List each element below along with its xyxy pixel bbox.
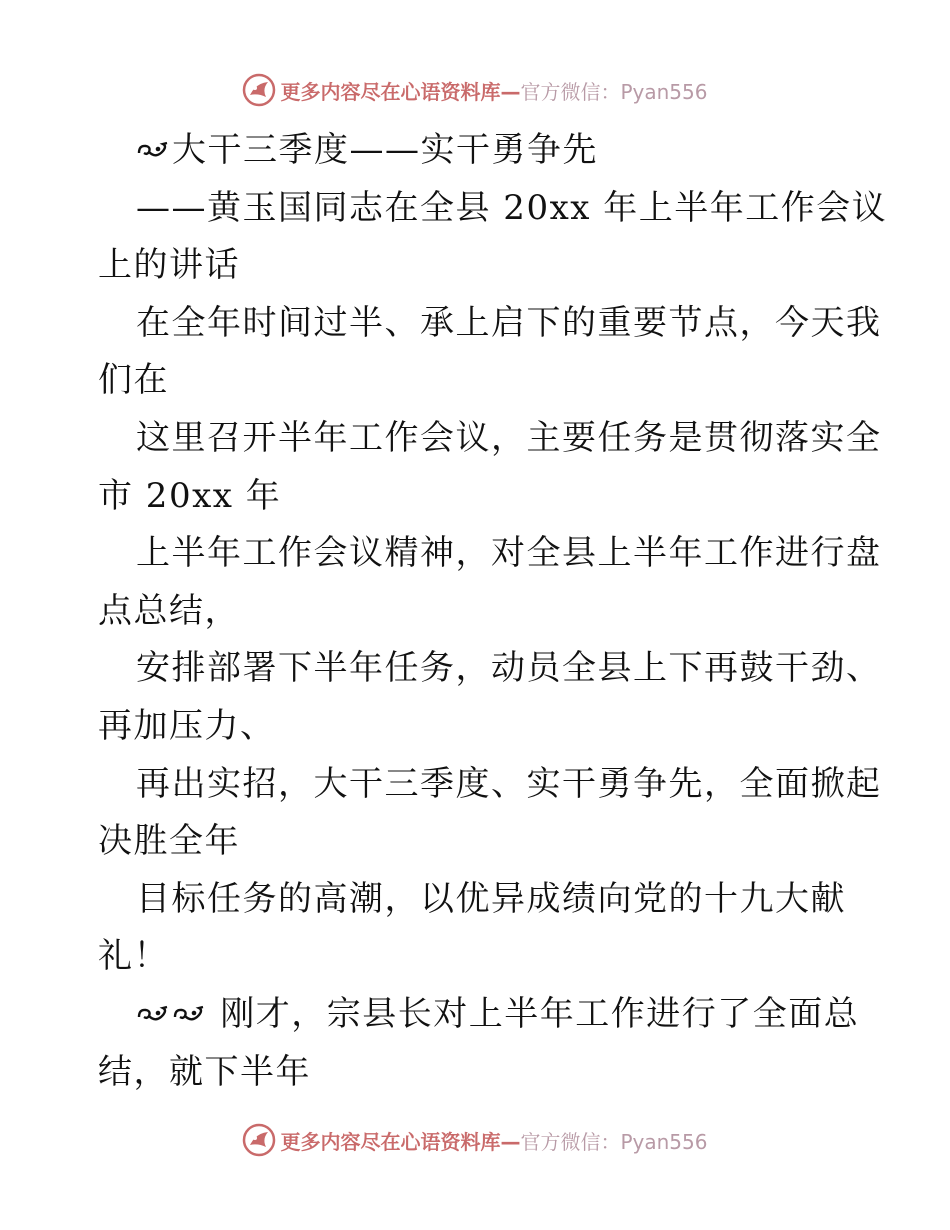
paragraph-line: 市 20xx 年 bbox=[98, 475, 282, 516]
header-watermark-text: 更多内容尽在心语资料库—官方微信：Pyan556 bbox=[280, 79, 708, 104]
paragraph-line: 这里召开半年工作会议，主要任务是贯彻落实全 bbox=[136, 417, 882, 458]
subtitle-line: ——黄玉国同志在全县 20xx 年上半年工作会议 bbox=[136, 187, 888, 228]
paragraph-line: 刚才，宗县长对上半年工作进行了全面总 bbox=[98, 986, 858, 1044]
subtitle-line-continued: 上的讲话 bbox=[98, 245, 240, 286]
title-line: 大干三季度——实干勇争先 bbox=[98, 122, 858, 180]
paragraph-line: 们在 bbox=[98, 360, 169, 401]
paragraph-line: 结，就下半年 bbox=[98, 1051, 311, 1092]
paragraph-line: 上半年工作会议精神，对全县上半年工作进行盘 bbox=[136, 533, 882, 574]
header-watermark bbox=[0, 70, 950, 110]
footer-watermark bbox=[0, 1120, 950, 1160]
paragraph-line: 决胜全年 bbox=[98, 821, 240, 862]
scroll-ornament-icon bbox=[136, 139, 170, 163]
paragraph-line: 点总结， bbox=[98, 590, 240, 631]
scroll-ornament-icon bbox=[136, 1003, 170, 1027]
scroll-ornament-icon bbox=[172, 1003, 206, 1027]
paragraph-line: 再出实招，大干三季度、实干勇争先，全面掀起 bbox=[136, 763, 882, 804]
seal-logo-icon bbox=[242, 73, 276, 107]
seal-logo-icon bbox=[242, 1123, 276, 1157]
document-body bbox=[98, 122, 888, 1101]
paragraph-line: 在全年时间过半、承上启下的重要节点，今天我 bbox=[136, 302, 882, 343]
paragraph-line: 安排部署下半年任务，动员全县上下再鼓干劲、 bbox=[136, 648, 882, 689]
paragraph-line: 目标任务的高潮，以优异成绩向党的十九大献 bbox=[136, 878, 846, 919]
paragraph-line: 再加压力、 bbox=[98, 705, 276, 746]
footer-watermark-text: 更多内容尽在心语资料库—官方微信：Pyan556 bbox=[280, 1129, 708, 1154]
paragraph-line: 礼！ bbox=[98, 936, 169, 977]
